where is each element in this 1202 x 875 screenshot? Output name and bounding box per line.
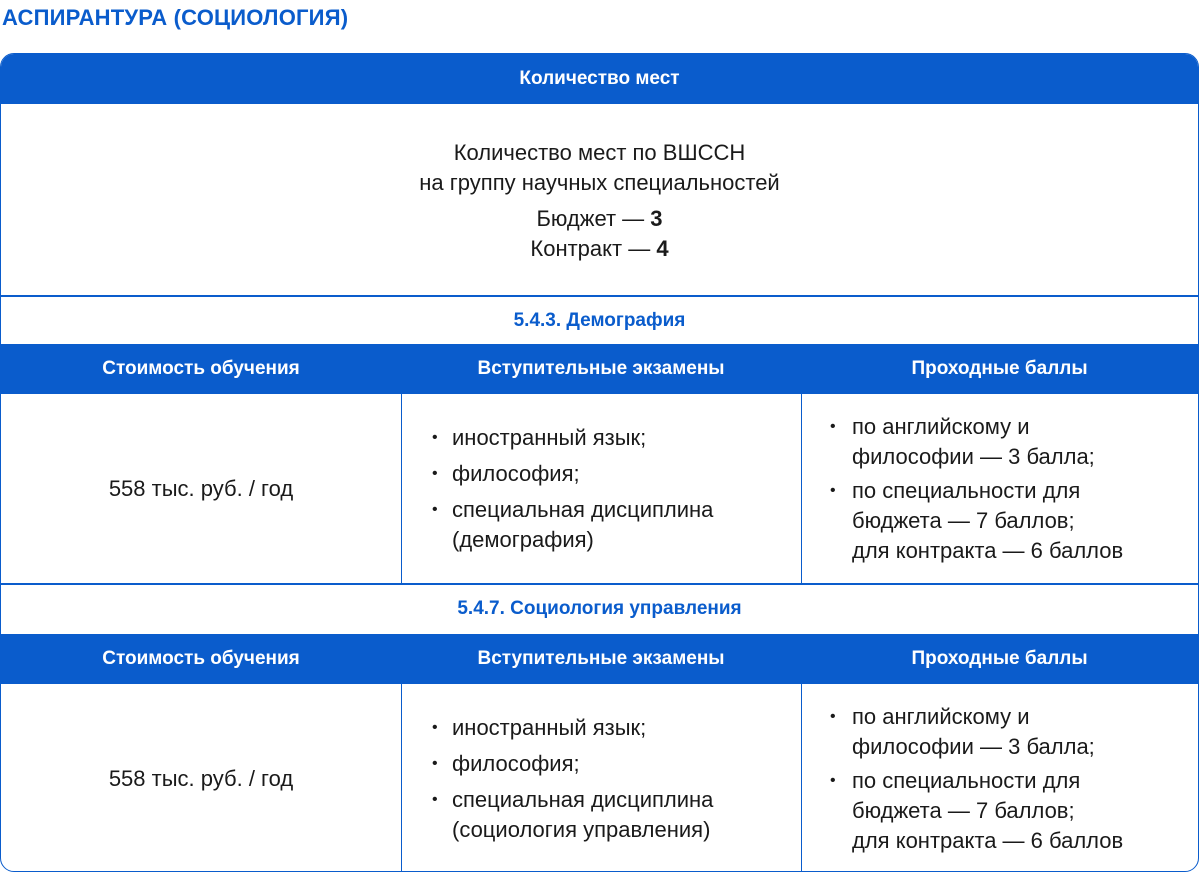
budget-label: Бюджет — (536, 205, 651, 231)
specialty-title: 5.4.7. Социология управления (457, 598, 742, 619)
column-header-scores: Проходные баллы (911, 648, 1088, 669)
cost-value: 558 (108, 765, 146, 791)
contract-label: Контракт — (530, 235, 657, 261)
list-item: • иностранный язык; (402, 713, 713, 743)
list-item (802, 412, 1123, 472)
cost-cell (1, 684, 401, 872)
info-table (0, 53, 1199, 872)
list-item (802, 702, 1123, 762)
exam-text: • специальная дисциплина (452, 497, 714, 522)
list-item: • философия; (402, 749, 713, 779)
exam-text: (демография) (452, 527, 594, 552)
specialty-title: 5.4.3. Демография (513, 310, 686, 331)
column-header-exams: Вступительные экзамены (477, 358, 725, 379)
cost-cell (1, 394, 401, 584)
score-text: бюджета — 7 баллов; (852, 797, 1075, 823)
exams-cell (401, 684, 801, 872)
places-body (1, 104, 1198, 297)
list-item: • иностранный язык; (402, 423, 713, 453)
score-text: • по английскому и (852, 703, 1030, 729)
contract-line (530, 234, 668, 264)
page-title: АСПИРАНТУРА (СОЦИОЛОГИЯ) (2, 5, 349, 30)
places-header: Количество мест (1, 54, 1198, 104)
scores-list (802, 702, 1123, 856)
list-item (802, 476, 1123, 566)
exams-cell (401, 394, 801, 584)
cost-unit: тыс. руб. / год (145, 765, 294, 791)
column-header-row (1, 634, 1198, 684)
list-item (402, 785, 713, 845)
exam-text: (социология управления) (452, 816, 711, 842)
column-header-cost: Стоимость обучения (102, 358, 300, 379)
score-text: для контракта — 6 баллов (852, 827, 1124, 853)
column-header-cost: Стоимость обучения (102, 648, 300, 669)
budget-value: 3 (650, 205, 663, 231)
column-header-exams: Вступительные экзамены (477, 648, 725, 669)
table-row (1, 684, 1198, 872)
score-text: • по английскому и (852, 414, 1030, 439)
places-line1: Количество мест по ВШССН (453, 139, 746, 165)
list-item (802, 766, 1123, 856)
score-text: • по специальности для (852, 767, 1081, 793)
budget-line (536, 204, 662, 234)
score-text: философии — 3 балла; (852, 444, 1095, 469)
cost-unit: тыс. руб. / год (145, 476, 294, 501)
exams-list (402, 713, 713, 845)
scores-cell (801, 684, 1198, 872)
scores-list (802, 412, 1123, 566)
exam-text: • специальная дисциплина (452, 786, 714, 812)
scores-cell (801, 394, 1198, 584)
score-text: для контракта — 6 баллов (852, 538, 1124, 563)
column-header-scores: Проходные баллы (911, 358, 1088, 379)
score-text: философии — 3 балла; (852, 733, 1095, 759)
contract-value: 4 (656, 235, 669, 261)
cost-value: 558 (108, 476, 146, 501)
score-text: бюджета — 7 баллов; (852, 508, 1075, 533)
list-item (402, 495, 713, 555)
places-line2: на группу научных специальностей (419, 169, 780, 195)
list-item: • философия; (402, 459, 713, 489)
column-header-row (1, 344, 1198, 394)
exams-list (402, 423, 713, 555)
score-text: • по специальности для (852, 478, 1081, 503)
table-row (1, 394, 1198, 584)
